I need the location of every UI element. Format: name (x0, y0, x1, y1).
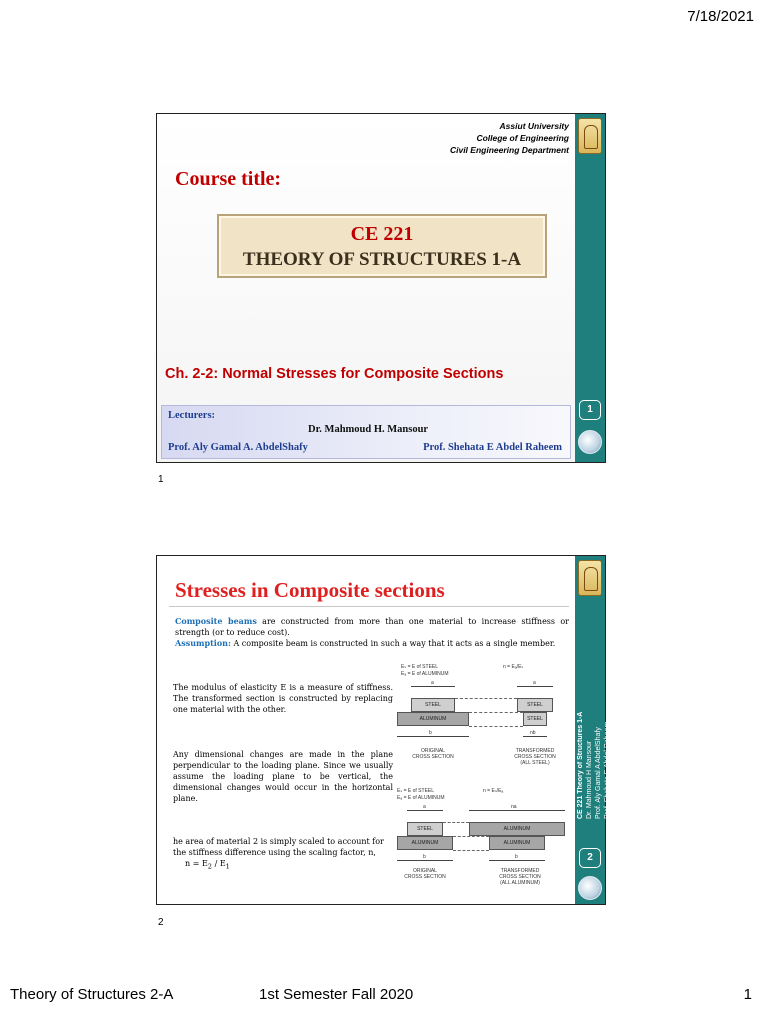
sidebar-text-line: Prof. Aly Gamal A AbdelShafy (595, 727, 602, 819)
dimension-line (411, 686, 455, 687)
slide-number: 2 (158, 917, 164, 928)
formula-text: / E (212, 859, 226, 868)
footer-course-name: Theory of Structures 2-A (10, 986, 174, 1003)
dimensional-paragraph: Any dimensional changes are made in the plane perpendicular to the loading plane. Since we usually assume the loading plane to be vertical, the dimensional changes would occur in the horizontal plane. (173, 750, 393, 803)
figure-ratio: n = Eₐ/Eₛ (503, 664, 524, 670)
course-name: THEORY OF STRUCTURES 1-A (242, 249, 522, 270)
chapter-title: Ch. 2-2: Normal Stresses for Composite Sections (165, 366, 504, 382)
dimension-label: na (511, 804, 517, 810)
lecturer-name: Dr. Mahmoud H. Mansour (308, 424, 429, 435)
aluminum-block: ALUMINUM (397, 836, 453, 850)
projection-line (455, 698, 517, 699)
dimension-label: a (533, 680, 536, 686)
steel-block: STEEL (523, 712, 547, 726)
keyword: Composite beams (175, 616, 257, 626)
paragraph-text: he area of material 2 is simply scaled to account for the stiffness difference using the scaling factor, n, (173, 837, 384, 857)
sidebar-text-line: CE 221 Theory of Structures 1-A (577, 711, 584, 819)
figure-legend: Eₐ = E of ALUMINUM (401, 671, 449, 677)
seal-icon (578, 430, 602, 454)
figure-caption: TRANSFORMED CROSS SECTION (ALL STEEL) (514, 748, 556, 766)
sidebar-text-line: Prof. Shehata E Abdel Raheem (604, 721, 611, 819)
title-divider (169, 606, 569, 607)
formula-text: n = E (185, 859, 208, 868)
figure-legend: Eₐ = E of ALUMINUM (397, 795, 445, 801)
slide-1 (156, 113, 606, 463)
formula-subscript: 2 (207, 862, 213, 871)
department-name: Civil Engineering Department (449, 145, 569, 155)
footer-page-number: 1 (743, 986, 752, 1003)
steel-block: STEEL (517, 698, 553, 712)
slide-number: 1 (158, 474, 164, 485)
projection-line (453, 836, 489, 837)
formula-subscript: 1 (225, 862, 230, 871)
course-title-label: Course title: (175, 168, 282, 190)
steel-block: STEEL (407, 822, 443, 836)
dimension-line (469, 810, 565, 811)
paragraph-text: A composite beam is constructed in such a way that it acts as a single member. (230, 639, 556, 648)
dimension-label: a (431, 680, 434, 686)
projection-line (453, 850, 489, 851)
dimension-line (523, 736, 547, 737)
figure-ratio: n = Eₛ/Eₐ (483, 788, 504, 794)
slide-title: Stresses in Composite sections (175, 578, 445, 602)
figure-caption: ORIGINAL CROSS SECTION (412, 748, 454, 760)
dimension-label: b (429, 730, 432, 736)
figure-caption: ORIGINAL CROSS SECTION (404, 868, 446, 880)
steel-block: STEEL (411, 698, 455, 712)
figure-all-aluminum (397, 788, 569, 906)
dimension-label: nb (530, 730, 536, 736)
dimension-label: a (423, 804, 426, 810)
lecturer-name: Prof. Aly Gamal A. AbdelShafy (168, 442, 308, 453)
course-code: CE 221 (350, 223, 414, 245)
aluminum-block: ALUMINUM (489, 836, 545, 850)
projection-line (469, 712, 523, 713)
intro-paragraph (175, 616, 569, 649)
print-date: 7/18/2021 (687, 8, 754, 25)
dimension-line (407, 810, 443, 811)
university-name: Assiut University (499, 121, 569, 131)
projection-line (469, 726, 523, 727)
figure-caption: TRANSFORMED CROSS SECTION (ALL ALUMINUM) (499, 868, 541, 886)
dimension-label: b (423, 854, 426, 860)
dimension-line (397, 860, 453, 861)
slide-sidebar (575, 556, 611, 904)
n-formula (173, 858, 393, 873)
dimension-line (489, 860, 545, 861)
lecturers-box (161, 405, 571, 459)
seal-icon (578, 876, 602, 900)
sidebar-vertical-text (576, 604, 611, 819)
modulus-paragraph: The modulus of elasticity E is a measure of stiffness. The transformed section is constructed by replacing one material with the other. (173, 683, 393, 714)
slide-page-badge: 1 (579, 400, 601, 420)
dimension-label: b (515, 854, 518, 860)
figure-legend: Eₛ = E of STEEL (397, 788, 435, 794)
footer-semester: 1st Semester Fall 2020 (259, 986, 414, 1003)
university-logo-icon (578, 560, 602, 596)
figure-legend: Eₛ = E of STEEL (401, 664, 439, 670)
aluminum-block: ALUMINUM (469, 822, 565, 836)
university-header (450, 120, 569, 156)
dimension-line (517, 686, 553, 687)
university-logo-icon (578, 118, 602, 154)
lecturers-label: Lecturers: (168, 410, 216, 421)
keyword: Assumption: (175, 638, 231, 648)
college-name: College of Engineering (476, 133, 569, 143)
slide-sidebar (575, 114, 605, 462)
figure-all-steel (397, 664, 569, 782)
area-paragraph (173, 836, 393, 873)
slide-2 (156, 555, 611, 905)
course-title-box (217, 214, 547, 278)
dimension-line (397, 736, 469, 737)
aluminum-block: ALUMINUM (397, 712, 469, 726)
lecturer-name: Prof. Shehata E Abdel Raheem (423, 442, 562, 453)
projection-line (443, 822, 469, 823)
slide-page-badge: 2 (579, 848, 601, 868)
paragraph-text: are constructed from more than one material to increase stiffness or strength (or to reduce cost). (175, 617, 569, 637)
sidebar-text-line: Dr. Mahmoud H Mansour (586, 740, 593, 819)
